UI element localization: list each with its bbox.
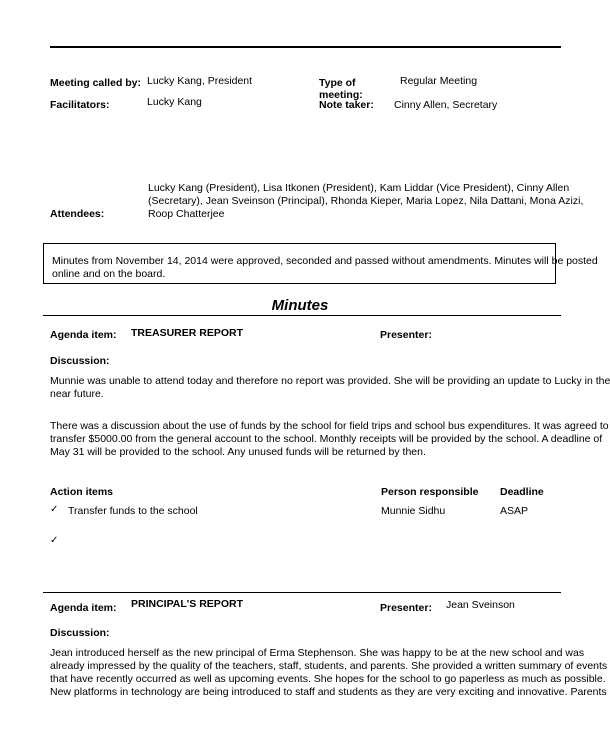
principal-p1-line-1: Jean introduced herself as the new principal of Erma Stephenson. She was happy to be at the new school and was: [50, 647, 585, 659]
principal-presenter-label: Presenter:: [380, 602, 432, 614]
principal-discussion-label: Discussion:: [50, 627, 110, 639]
action-items-header: Action items: [50, 486, 114, 498]
deadline-header: Deadline: [500, 486, 544, 498]
treasurer-paragraph-2: [50, 420, 609, 459]
principal-agenda-label: Agenda item:: [50, 602, 117, 614]
note-taker-value: Cinny Allen, Secretary: [394, 99, 498, 111]
treasurer-p2-line-2: transfer $5000.00 from the general account to the school. Monthly receipts will be provided by the school. A deadline of: [50, 433, 603, 445]
approval-text: [52, 255, 598, 281]
treasurer-p1-line-2: near future.: [50, 388, 104, 400]
principal-presenter-value: Jean Sveinson: [446, 599, 515, 611]
treasurer-p2-line-1: There was a discussion about the use of funds by the school for field trips and school bus expenditures. It was agreed to: [50, 420, 609, 432]
person-responsible-header: Person responsible: [381, 486, 479, 498]
treasurer-p1-line-1: Munnie was unable to attend today and therefore no report was provided. She will be providing an update to Lucky in the: [50, 375, 610, 387]
attendees-line-2: (Secretary), Jean Sveinson (Principal), Rhonda Kieper, Maria Lopez, Nila Dattani, Mona Azizi,: [148, 195, 584, 207]
minutes-rule: [43, 315, 561, 316]
treasurer-p2-line-3: May 31 will be provided to the school. Any unused funds will be returned by then.: [50, 446, 426, 458]
treasurer-paragraph-1: [50, 375, 610, 401]
action-item-1-text: Transfer funds to the school: [68, 505, 198, 517]
action-check-1: ✓: [50, 504, 59, 515]
principal-p1-line-2: already impressed by the quality of the teachers, staff, students, and parents. She provided a written summary of events: [50, 660, 608, 672]
approval-box: [43, 243, 598, 284]
meeting-type-label: Type of: [319, 77, 356, 89]
principal-paragraph-1: [50, 647, 608, 698]
note-taker-label: Note taker:: [319, 99, 374, 111]
minutes-title: Minutes: [271, 297, 329, 314]
top-rule: [50, 46, 561, 48]
section-rule: [43, 592, 561, 593]
action-item-1-deadline: ASAP: [500, 505, 529, 517]
meeting-type-label-cont: meeting:: [319, 89, 363, 101]
attendees-line-1: Lucky Kang (President), Lisa Itkonen (President), Kam Liddar (Vice President), Cinny Allen: [148, 182, 570, 194]
meeting-type-value: Regular Meeting: [400, 75, 478, 87]
treasurer-agenda-value: TREASURER REPORT: [131, 327, 244, 339]
action-item-1-person: Munnie Sidhu: [381, 505, 446, 517]
facilitators-label: Facilitators:: [50, 99, 110, 111]
treasurer-presenter-label: Presenter:: [380, 329, 432, 341]
meeting-called-by-value: Lucky Kang, President: [147, 75, 253, 87]
treasurer-discussion-label: Discussion:: [50, 355, 110, 367]
attendees-line-3: Roop Chatterjee: [148, 208, 225, 220]
approval-line-2: online and on the board.: [52, 268, 166, 280]
treasurer-agenda-label: Agenda item:: [50, 329, 117, 341]
approval-line-1: Minutes from November 14, 2014 were approved, seconded and passed without amendments. Minutes will be posted: [52, 255, 598, 267]
facilitators-value: Lucky Kang: [147, 96, 202, 108]
principal-p1-line-3: that have recently occurred as well as upcoming events. She hopes for the school to go paperless as much as possible.: [50, 673, 606, 685]
principal-p1-line-4: New platforms in technology are being introduced to staff and students as they are very exciting and innovative. Parents: [50, 686, 607, 698]
action-check-2: ✓: [50, 535, 59, 546]
principal-agenda-value: PRINCIPAL'S REPORT: [131, 598, 243, 610]
attendees-label: Attendees:: [50, 208, 105, 220]
meeting-called-by-label: Meeting called by:: [50, 77, 142, 89]
